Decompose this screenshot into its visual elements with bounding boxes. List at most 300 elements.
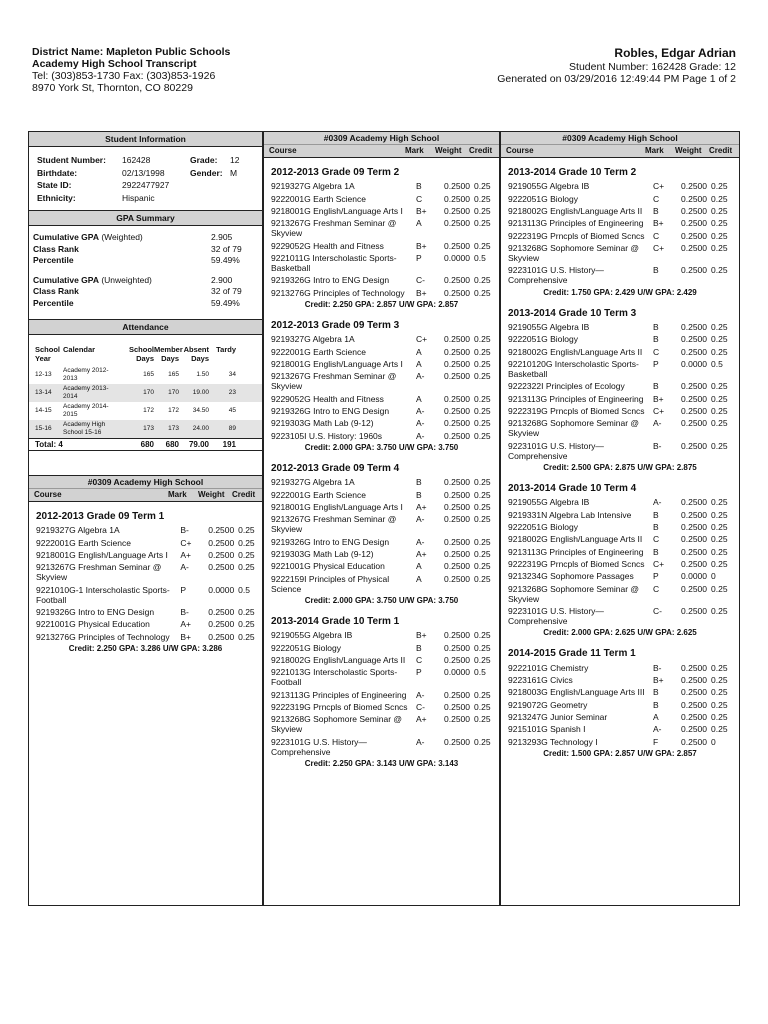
course-mark: A (416, 358, 422, 369)
course-mark: B (653, 699, 659, 710)
course-mark: C- (416, 275, 425, 286)
course-name: 9222319G Prncpls of Biomed Scncs (508, 559, 645, 570)
course-mark: F (653, 736, 659, 747)
term-title: 2013-2014 Grade 10 Term 3 (508, 307, 637, 319)
course-mark: A+ (180, 549, 191, 560)
course-mark: B (653, 521, 659, 532)
course-name: 9221001G Physical Education (271, 561, 385, 572)
course-name: 9218002G English/Language Arts II (508, 534, 643, 545)
course-name: 9218001G English/Language Arts I (271, 501, 403, 512)
course-mark: B+ (416, 630, 427, 641)
weighted-rank: 32 of 79 (211, 243, 242, 254)
att-total-absent: 79.00 (188, 440, 209, 449)
att-head-calendar: Calendar (63, 345, 96, 354)
course-name: 9213113G Principles of Engineering (508, 546, 644, 557)
course-row (29, 524, 262, 536)
course-mark: B- (180, 607, 189, 618)
course-weight: 0.2500 (444, 702, 470, 713)
course-credit: 0.25 (711, 346, 728, 357)
attendance-header (29, 341, 262, 366)
course-credit: 0.5 (474, 253, 486, 264)
course-name: 9219055G Algebra IB (508, 321, 590, 332)
col-credit: Credit (232, 490, 256, 499)
course-name: 9222001G Earth Science (271, 346, 366, 357)
course-row (264, 345, 499, 357)
course-weight: 0.2500 (444, 489, 470, 500)
course-mark: C (416, 193, 423, 204)
course-row (501, 583, 739, 605)
term-block (264, 454, 499, 607)
course-row (264, 536, 499, 548)
course-weight: 0.2500 (444, 573, 470, 584)
course-credit: 0.25 (238, 619, 255, 630)
address: 8970 York St, Thornton, CO 80229 (32, 82, 193, 94)
weighted-suffix: (Weighted) (98, 232, 143, 242)
course-name: 9219326G Intro to ENG Design (271, 536, 390, 547)
col-weight: Weight (435, 146, 462, 155)
course-name: 9213234G Sophomore Passages (508, 571, 634, 582)
course-weight: 0.2500 (681, 662, 707, 673)
weighted-percentile-label: Percentile (33, 255, 74, 265)
course-weight: 0.2500 (208, 549, 235, 560)
weighted-percentile: 59.49% (211, 255, 240, 265)
course-credit: 0.25 (474, 393, 491, 404)
term-title: 2013-2014 Grade 10 Term 1 (271, 616, 400, 627)
col-credit: Credit (709, 146, 733, 155)
course-weight: 0.2500 (444, 205, 470, 216)
course-credit: 0.25 (238, 549, 255, 560)
course-weight: 0.2500 (681, 534, 707, 545)
att-head-member: Member Days (154, 345, 183, 363)
term-credit-summary: Credit: 2.000 GPA: 2.625 U/W GPA: 2.625 (543, 628, 697, 638)
course-weight: 0.2500 (208, 562, 235, 573)
course-credit: 0.25 (474, 654, 491, 665)
course-mark: A- (653, 418, 662, 429)
course-mark: B- (653, 440, 662, 451)
attendance-row (29, 420, 262, 438)
course-weight: 0.2500 (444, 477, 470, 488)
course-credit: 0.25 (474, 689, 491, 700)
course-mark: C- (653, 606, 662, 617)
course-mark: C- (416, 702, 425, 713)
course-row (264, 488, 499, 500)
att-total-school: 680 (140, 440, 154, 449)
school-header: #0309 Academy High School (501, 132, 739, 145)
course-credit: 0.25 (474, 702, 491, 713)
att-absent-days: 34.50 (192, 407, 209, 414)
att-head-school: School Days (128, 345, 154, 363)
course-mark: C (653, 193, 660, 204)
transcript-title: Academy High School Transcript (32, 58, 197, 70)
course-row (501, 345, 739, 357)
term-block (501, 299, 739, 474)
course-weight: 0.2500 (681, 736, 707, 747)
course-mark: P (653, 571, 659, 582)
att-calendar: Academy 2013-2014 (63, 385, 109, 400)
course-row (501, 217, 739, 229)
course-weight: 0.0000 (444, 253, 470, 264)
course-mark: A- (416, 514, 425, 525)
course-name: 9213267G Freshman Seminar @ Skyview (36, 562, 162, 583)
course-name: 9213268G Sophomore Seminar @ Skyview (508, 243, 640, 264)
course-name: 9213293G Technology I (508, 736, 598, 747)
district-header (32, 46, 230, 94)
course-row (264, 666, 499, 688)
course-mark: C+ (180, 537, 192, 548)
course-row (29, 606, 262, 618)
course-mark: C+ (653, 406, 665, 417)
course-row (501, 558, 739, 570)
course-name: 9215101G Spanish I (508, 724, 586, 735)
course-credit: 0.25 (711, 321, 728, 332)
course-row (264, 689, 499, 701)
course-credit: 0.25 (474, 561, 491, 572)
course-name: 9218001G English/Language Arts I (36, 549, 168, 560)
course-row (264, 629, 499, 641)
att-head-absent: Absent Days (183, 345, 209, 363)
col-weight: Weight (675, 146, 702, 155)
student-number: 162428 (122, 155, 151, 165)
course-weight: 0.2500 (444, 561, 470, 572)
course-mark: B (653, 687, 659, 698)
course-credit: 0.25 (711, 334, 728, 345)
course-row (501, 417, 739, 439)
course-credit: 0.25 (474, 501, 491, 512)
course-mark: A (416, 573, 422, 584)
course-weight: 0.2500 (444, 275, 470, 286)
course-name: 9219055G Algebra IB (508, 181, 590, 192)
term-block (264, 158, 499, 311)
course-weight: 0.2500 (444, 418, 470, 429)
gpa-summary (29, 226, 262, 311)
course-credit: 0.25 (711, 712, 728, 723)
course-credit: 0.25 (474, 181, 491, 192)
att-year: 12-13 (35, 371, 52, 378)
course-credit: 0.25 (711, 218, 728, 229)
course-mark: A- (416, 406, 425, 417)
course-name: 9213276G Principles of Technology (271, 287, 405, 298)
course-mark: B (653, 321, 659, 332)
course-mark: C+ (653, 243, 665, 254)
term-title: 2012-2013 Grade 09 Term 1 (36, 511, 165, 522)
att-school-days: 172 (143, 407, 154, 414)
course-mark: A- (416, 371, 425, 382)
course-row (264, 370, 499, 392)
course-row (501, 192, 739, 204)
course-name: 9218002G English/Language Arts II (508, 205, 643, 216)
course-name: 92210120G Interscholastic Sports-Basketball (508, 358, 639, 379)
district-name: District Name: Mapleton Public Schools (32, 46, 231, 58)
course-name: 9219303G Math Lab (9-12) (271, 549, 374, 560)
att-year: 13-14 (35, 389, 52, 396)
course-row (501, 686, 739, 698)
course-mark: A (416, 346, 422, 357)
course-credit: 0.25 (711, 521, 728, 532)
course-weight: 0.2500 (444, 736, 470, 747)
course-credit: 0.25 (238, 607, 255, 618)
course-credit: 0.25 (474, 630, 491, 641)
course-weight: 0.2500 (681, 381, 707, 392)
course-credit: 0.25 (711, 497, 728, 508)
course-mark: A (653, 712, 659, 723)
course-row (501, 674, 739, 686)
course-row (264, 560, 499, 572)
unweighted-percentile: 59.49% (211, 297, 240, 308)
course-row (264, 513, 499, 535)
course-credit: 0.25 (711, 381, 728, 392)
course-row (501, 521, 739, 533)
course-credit: 0.25 (474, 371, 491, 382)
course-mark: B+ (180, 631, 191, 642)
term-title: 2012-2013 Grade 09 Term 3 (271, 320, 400, 331)
course-weight: 0.2500 (208, 607, 235, 618)
course-mark: B (653, 381, 659, 392)
course-mark: B (416, 642, 422, 653)
course-row (501, 405, 739, 417)
course-row (501, 605, 739, 627)
course-row (264, 501, 499, 513)
course-row (264, 736, 499, 758)
course-name: 9223101G U.S. History—Comprehensive (271, 736, 367, 757)
left-column (28, 131, 263, 906)
attendance-row (29, 384, 262, 402)
course-credit: 0.25 (474, 736, 491, 747)
course-row (501, 570, 739, 582)
course-name: 9221010G-1 Interscholastic Sports-Football (36, 584, 170, 605)
course-row (264, 701, 499, 713)
term-credit-summary: Credit: 2.000 GPA: 3.750 U/W GPA: 3.750 (304, 443, 459, 452)
course-credit: 0.25 (474, 205, 491, 216)
course-row (264, 641, 499, 653)
course-weight: 0.2500 (444, 393, 470, 404)
course-name: 9229052G Health and Fitness (271, 393, 384, 404)
course-name: 9218003G English/Language Arts III (508, 687, 645, 698)
course-row (264, 287, 499, 299)
course-mark: A+ (416, 549, 427, 560)
att-total-member: 680 (165, 440, 179, 449)
att-tardy: 45 (228, 407, 236, 414)
course-weight: 0.2500 (208, 631, 235, 642)
course-name: 9218002G English/Language Arts II (508, 346, 643, 357)
course-weight: 0.2500 (444, 371, 470, 382)
course-weight: 0.2500 (681, 406, 707, 417)
course-row (501, 440, 739, 462)
course-row (501, 264, 739, 286)
att-school-days: 165 (143, 371, 154, 378)
course-credit: 0.25 (238, 631, 255, 642)
course-column-header (501, 145, 739, 158)
course-credit: 0.25 (711, 583, 728, 594)
course-credit: 0.25 (711, 724, 728, 735)
course-name: 9219072G Geometry (508, 699, 588, 710)
term-block (264, 607, 499, 770)
term-block (501, 639, 739, 760)
course-weight: 0.2500 (681, 321, 707, 332)
course-weight: 0.2500 (444, 218, 470, 229)
course-credit: 0.5 (238, 584, 250, 595)
course-weight: 0.2500 (681, 181, 707, 192)
course-mark: A+ (416, 501, 427, 512)
course-mark: B+ (416, 205, 427, 216)
course-row (501, 533, 739, 545)
term-title: 2013-2014 Grade 10 Term 4 (508, 483, 637, 494)
course-name: 9213268G Sophomore Seminar @ Skyview (271, 714, 403, 735)
course-credit: 0.25 (711, 393, 728, 404)
course-row (264, 573, 499, 595)
course-row (29, 549, 262, 561)
att-head-tardy: Tardy (216, 345, 236, 354)
course-mark: A (416, 561, 422, 572)
course-name: 9222319G Prncpls of Biomed Scncs (271, 702, 408, 713)
unweighted-suffix: (Unweighted) (98, 274, 152, 285)
course-credit: 0.25 (711, 559, 728, 570)
course-mark: C (416, 654, 423, 665)
course-credit: 0.25 (711, 265, 728, 276)
weighted-gpa-label: Cumulative GPA (33, 232, 99, 242)
att-year: 14-15 (35, 407, 52, 414)
att-absent-days: 24.00 (192, 425, 209, 432)
weighted-rank-label: Class Rank (33, 243, 79, 254)
col-mark: Mark (405, 146, 424, 155)
course-weight: 0.2500 (444, 287, 470, 298)
course-mark: C+ (416, 334, 428, 345)
course-name: 9213276G Principles of Technology (36, 631, 170, 642)
course-mark: A (416, 393, 422, 404)
course-credit: 0.25 (474, 358, 491, 369)
course-weight: 0.2500 (681, 559, 707, 570)
course-mark: C (653, 583, 660, 594)
course-mark: B (653, 265, 659, 276)
course-row (501, 736, 739, 748)
course-row (264, 548, 499, 560)
right-column (500, 131, 740, 906)
course-name: 9219326G Intro to ENG Design (36, 607, 155, 618)
att-school-days: 170 (143, 389, 154, 396)
course-credit: 0.25 (474, 514, 491, 525)
student-number-grade: Student Number: 162428 Grade: 12 (569, 61, 736, 73)
course-mark: B (653, 546, 659, 557)
course-name: 9213268G Sophomore Seminar @ Skyview (508, 583, 640, 604)
course-row (264, 205, 499, 217)
course-row (501, 711, 739, 723)
col-course: Course (34, 490, 62, 499)
course-row (501, 242, 739, 264)
term-title: 2013-2014 Grade 10 Term 2 (508, 167, 637, 178)
attendance-row (29, 402, 262, 420)
course-row (501, 180, 739, 192)
course-name: 9219327G Algebra 1A (36, 525, 120, 536)
course-credit: 0.25 (711, 243, 728, 254)
course-name: 9222319G Prncpls of Biomed Scncs (508, 230, 645, 241)
course-mark: P (416, 253, 422, 264)
course-credit: 0.25 (474, 430, 491, 441)
course-mark: C+ (653, 181, 665, 192)
course-name: 9223161G Civics (508, 674, 573, 685)
course-credit: 0.25 (711, 606, 728, 617)
course-name: 9219055G Algebra IB (271, 630, 353, 641)
course-credit: 0.25 (474, 477, 491, 488)
att-absent-days: 19.00 (192, 389, 209, 396)
course-name: 9222051G Biology (508, 334, 578, 345)
course-row (501, 546, 739, 558)
course-row (501, 699, 739, 711)
course-weight: 0.2500 (444, 714, 470, 725)
course-credit: 0.25 (711, 181, 728, 192)
course-credit: 0.25 (474, 536, 491, 547)
course-name: 9213267G Freshman Seminar @ Skyview (271, 514, 397, 535)
att-calendar: Academy 2012-2013 (63, 367, 109, 382)
course-credit: 0.25 (711, 662, 728, 673)
course-mark: A- (416, 418, 425, 429)
course-mark: P (416, 667, 422, 678)
course-weight: 0.2500 (681, 674, 707, 685)
course-credit: 0.25 (474, 489, 491, 500)
course-mark: A+ (416, 714, 427, 725)
att-calendar: Academy High School 15-16 (63, 421, 106, 436)
course-name: 9213268G Sophomore Seminar @ Skyview (508, 418, 640, 439)
course-credit: 0 (711, 736, 716, 747)
course-credit: 0.25 (474, 346, 491, 357)
course-name: 9218001G English/Language Arts I (271, 205, 403, 216)
generated-date: Generated on 03/29/2016 12:49:44 PM Page 1 of 2 (497, 73, 736, 85)
course-weight: 0.2500 (444, 181, 470, 192)
course-mark: B+ (416, 287, 427, 298)
course-row (29, 584, 262, 606)
att-member-days: 170 (168, 389, 179, 396)
course-credit: 0.25 (711, 534, 728, 545)
course-name: 9219326G Intro to ENG Design (271, 406, 390, 417)
term-credit-summary: Credit: 2.250 GPA: 2.857 U/W GPA: 2.857 (304, 300, 459, 309)
course-credit: 0.25 (711, 406, 728, 417)
course-weight: 0.2500 (681, 440, 707, 451)
state-id-label: State ID: (37, 180, 72, 190)
att-total-tardy: 191 (222, 440, 236, 449)
course-column-header (29, 489, 262, 502)
course-weight: 0.2500 (444, 654, 470, 665)
course-credit: 0.25 (474, 573, 491, 584)
course-credit: 0.25 (711, 418, 728, 429)
course-name: 9222051G Biology (508, 193, 578, 204)
course-credit: 0.25 (474, 549, 491, 560)
col-credit: Credit (469, 146, 493, 155)
course-mark: C (653, 230, 660, 241)
course-mark: A- (653, 724, 662, 735)
att-member-days: 172 (168, 407, 179, 414)
term-credit-summary: Credit: 2.250 GPA: 3.143 U/W GPA: 3.143 (304, 759, 459, 768)
att-absent-days: 1.50 (196, 371, 209, 378)
course-mark: A+ (180, 619, 191, 630)
term-block (501, 474, 739, 639)
course-credit: 0.25 (474, 275, 491, 286)
att-member-days: 173 (168, 425, 179, 432)
course-column-header (264, 145, 499, 158)
course-weight: 0.2500 (681, 205, 707, 216)
course-name: 9219326G Intro to ENG Design (271, 275, 390, 286)
course-mark: B+ (653, 393, 664, 404)
course-mark: A- (653, 497, 662, 508)
course-row (264, 713, 499, 735)
course-credit: 0.25 (711, 674, 728, 685)
student-header (497, 46, 736, 85)
course-row (264, 405, 499, 417)
unweighted-rank-label: Class Rank (33, 286, 79, 296)
course-mark: B (653, 334, 659, 345)
course-mark: B- (180, 525, 189, 536)
course-name: 9221011G Interscholastic Sports-Basketball (271, 253, 397, 274)
course-weight: 0.2500 (681, 334, 707, 345)
course-row (264, 654, 499, 666)
course-mark: B (416, 489, 422, 500)
